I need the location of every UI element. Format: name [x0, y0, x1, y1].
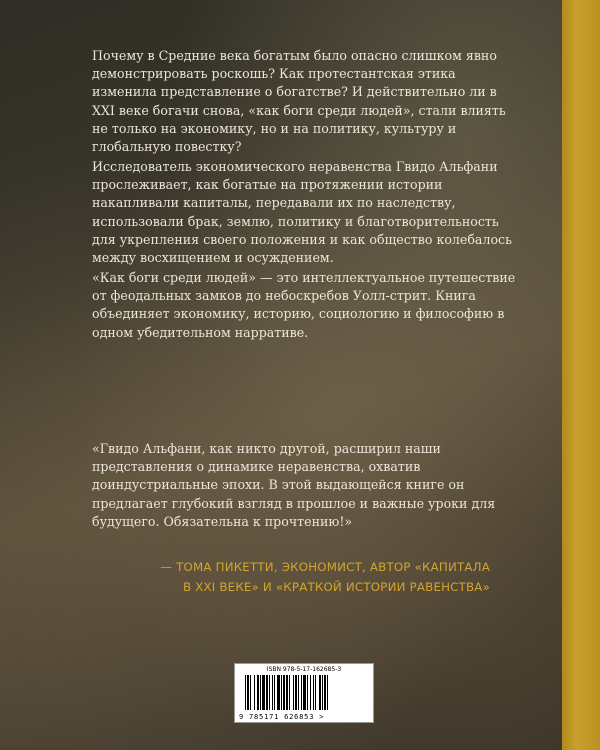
attribution-line-1: — ТОМА ПИКЕТТИ, ЭКОНОМИСТ, АВТОР «КАПИТАЛА [160, 560, 490, 574]
attribution-line-2: В XXI ВЕКЕ» И «КРАТКОЙ ИСТОРИИ РАВЕНСТВА» [182, 580, 490, 594]
description-paragraph-3: «Как боги среди людей» — это интеллектуальное путешествие от феодальных замков до небоскребов Уолл-стрит. Книга объединяет экономику, историю, социологию и философию в одном убедительном нарративе. [92, 270, 516, 340]
description-paragraph-1: Почему в Средние века богатым было опасно слишком явно демонстрировать роскошь? Как протестантская этика изменила представление о богатстве? И действительно ли в XXI веке богачи снова, «как боги среди людей», стали влиять не только на экономику, но и на политику, культуру и глобальную повестку? [92, 48, 506, 155]
review-quote: «Гвидо Альфани, как никто другой, расширил наши представления о динамике неравенства, охватив доиндустриальные эпохи. В этой выдающейся книге он предлагает глубокий взгляд в прошлое и важные уроки для будущего. Обязательна к прочтению!» [92, 441, 496, 529]
isbn-label: ISBN 978-5-17-162685-3 [266, 666, 342, 673]
isbn-barcode [234, 663, 374, 723]
barcode-bars-icon [245, 675, 363, 710]
barcode-digits: 9 785171 626853 > [239, 713, 325, 721]
description-paragraph-2: Исследователь экономического неравенства Гвидо Альфани прослеживает, как богатые на протяжении истории накапливали капиталы, передавали их по наследству, использовали брак, землю, политику и благотворительность для укрепления своего положения и как общество колебалось между восхищением и осуждением. [92, 159, 512, 266]
quote-attribution [160, 557, 490, 597]
gold-spine-strip [562, 0, 600, 750]
